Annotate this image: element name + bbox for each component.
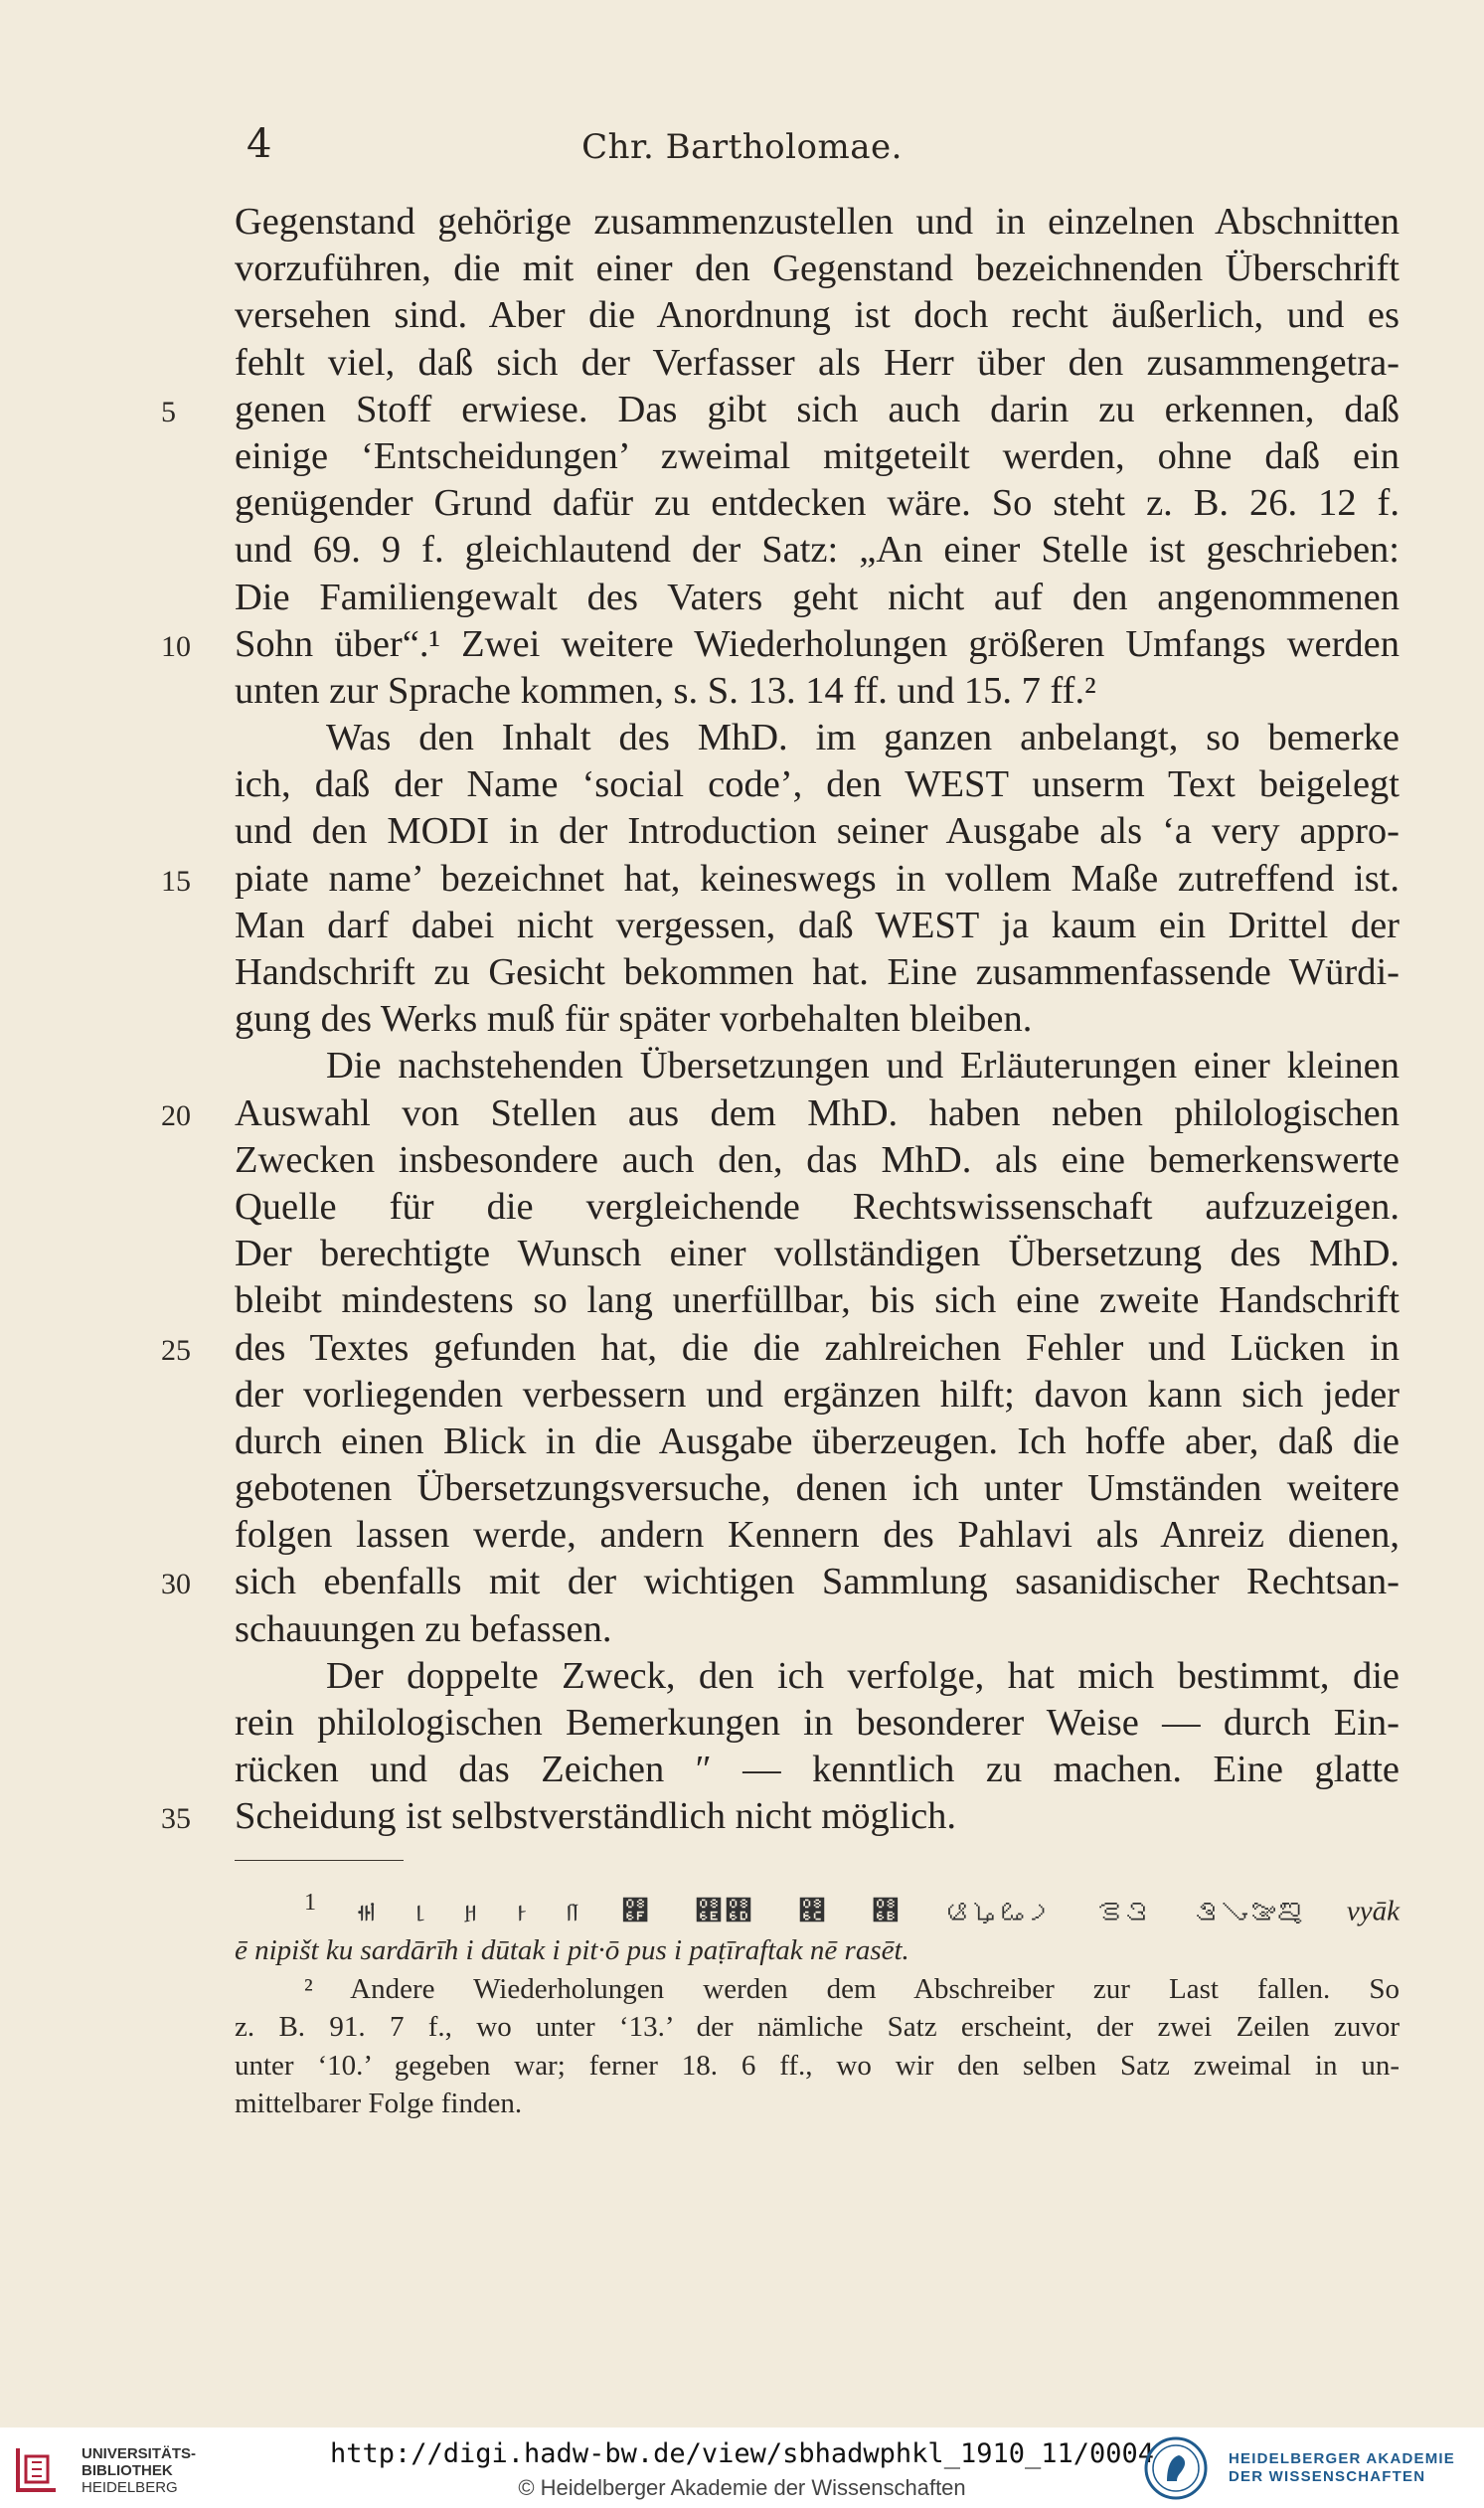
line-number: 25 xyxy=(161,1333,191,1367)
text-line xyxy=(235,949,1400,996)
text-line xyxy=(235,761,1400,808)
text-line xyxy=(161,1559,1400,1605)
line-text: Scheidung ist selbstverständlich nicht möglich. xyxy=(235,1795,957,1838)
text-line xyxy=(235,199,1400,246)
footnote-1-line-2: ē nipišt ku sardārīh i dūtak i pit·ō pus i paṭīraftak nē rasēt. xyxy=(235,1934,909,1967)
line-text: Die nachstehenden Übersetzungen und Erläuterungen einer kleinen xyxy=(326,1045,1400,1087)
text-line xyxy=(235,340,1400,387)
library-name-line: UNIVERSITÄTS- xyxy=(82,2445,197,2462)
text-line xyxy=(235,480,1400,527)
text-line xyxy=(235,1043,1400,1089)
academy-name xyxy=(1229,2450,1455,2486)
text-line xyxy=(235,808,1400,855)
text-line xyxy=(235,1653,1400,1700)
line-text: Zwecken insbesondere auch den, das MhD. als eine bemerkenswerte xyxy=(235,1138,1400,1181)
line-text: rein philologischen Bemerkungen in besonderer Weise — durch Ein- xyxy=(235,1702,1400,1744)
line-text: und 69. 9 f. gleichlautend der Satz: „An einer Stelle ist geschrieben: xyxy=(235,529,1400,572)
footnote-rule xyxy=(235,1860,404,1861)
academy-name-line: DER WISSENSCHAFTEN xyxy=(1229,2468,1426,2485)
line-text: Gegenstand gehörige zusammenzustellen und in einzelnen Abschnitten xyxy=(235,201,1400,243)
text-line xyxy=(235,1277,1400,1324)
text-line xyxy=(161,621,1400,668)
text-line xyxy=(235,1137,1400,1184)
text-line xyxy=(235,433,1400,480)
line-number: 20 xyxy=(161,1098,191,1132)
copyright-notice: © Heidelberger Akademie der Wissenschaften xyxy=(518,2475,966,2500)
line-text: genügender Grund dafür zu entdecken wäre. So steht z. B. 26. 12 f. xyxy=(235,482,1400,525)
footnote-2-line: mittelbarer Folge finden. xyxy=(235,2088,523,2120)
line-text: fehlt viel, daß sich der Verfasser als Herr über den zusammengetra- xyxy=(235,341,1400,384)
line-number: 5 xyxy=(161,395,176,428)
line-text: und den MODI in der Introduction seiner Ausgabe als ‘a very appro- xyxy=(235,810,1400,853)
footnote-1-line-1 xyxy=(235,1884,1400,1931)
line-text: des Textes gefunden hat, die die zahlreichen Fehler und Lücken in xyxy=(235,1326,1400,1369)
line-text: piate name’ bezeichnet hat, keineswegs in vollem Maße zutreffend ist. xyxy=(235,857,1400,900)
line-text: Die Familiengewalt des Vaters geht nicht auf den angenommenen xyxy=(235,576,1400,618)
text-line xyxy=(235,575,1400,621)
footnote-2-line: ² Andere Wiederholungen werden dem Abschreiber zur Last fallen. So xyxy=(304,1972,1400,2005)
text-line xyxy=(235,996,1400,1043)
pahlavi-script: ࡡࡢࡣࡤ ࡥࡦ ࡧࡨࡩࡪ ࡫ ࡬ ࡭࡮ ࡯ ࡰࡱ ࡲ ࡳࡴ ࡵ ࡶࡷࡸ xyxy=(358,1896,1305,1927)
line-text: Quelle für die vergleichende Rechtswissenschaft aufzuzeigen. xyxy=(235,1185,1400,1228)
text-line xyxy=(235,1747,1400,1793)
footnote-1-marker: 1 xyxy=(304,1889,317,1916)
text-line xyxy=(235,715,1400,761)
text-line xyxy=(161,1793,1400,1840)
text-line xyxy=(235,1184,1400,1231)
line-number: 15 xyxy=(161,864,191,898)
text-line xyxy=(235,1606,1400,1653)
line-text: versehen sind. Aber die Anordnung ist doch recht äußerlich, und es xyxy=(235,294,1400,337)
footnotes xyxy=(235,1884,1400,2123)
library-name-line: HEIDELBERG xyxy=(82,2479,178,2496)
text-line xyxy=(161,1090,1400,1137)
line-text: Der berechtigte Wunsch einer vollständigen Übersetzung des MhD. xyxy=(235,1233,1400,1275)
line-number: 35 xyxy=(161,1802,191,1836)
line-text: Man darf dabei nicht vergessen, daß WEST ja kaum ein Drittel der xyxy=(235,904,1400,946)
academy-seal-icon xyxy=(1143,2435,1209,2501)
text-line xyxy=(161,856,1400,903)
line-text: einige ‘Entscheidungen’ zweimal mitgeteilt werden, ohne daß ein xyxy=(235,434,1400,477)
source-url-link[interactable]: http://digi.hadw-bw.de/view/sbhadwphkl_1910_11/0004 xyxy=(329,2438,1155,2469)
line-text: Der doppelte Zweck, den ich verfolge, hat mich bestimmt, die xyxy=(326,1654,1400,1697)
line-text: gung des Werks muß für später vorbehalten bleiben. xyxy=(235,998,1033,1041)
footnote-1-translit-start: vyāk xyxy=(1346,1895,1401,1927)
line-text: Sohn über“.¹ Zwei weitere Wiederholungen größeren Umfangs werden xyxy=(235,622,1400,665)
line-text: sich ebenfalls mit der wichtigen Sammlung sasanidischer Rechtsan- xyxy=(235,1561,1400,1603)
line-text: durch einen Blick in die Ausgabe überzeugen. Ich hoffe aber, daß die xyxy=(235,1420,1400,1462)
academy-name-line: HEIDELBERGER AKADEMIE xyxy=(1229,2450,1455,2467)
line-number: 10 xyxy=(161,629,191,663)
line-text: schauungen zu befassen. xyxy=(235,1607,612,1650)
line-text: unten zur Sprache kommen, s. S. 13. 14 ff. und 15. 7 ff.² xyxy=(235,669,1096,712)
text-line xyxy=(235,1512,1400,1559)
line-text: Was den Inhalt des MhD. im ganzen anbelangt, so bemerke xyxy=(326,717,1400,759)
line-text: gebotenen Übersetzungsversuche, denen ich unter Umständen weitere xyxy=(235,1467,1400,1510)
text-line xyxy=(235,903,1400,949)
running-title: Chr. Bartholomae. xyxy=(581,127,903,167)
line-text: vorzuführen, die mit einer den Gegenstand bezeichnenden Überschrift xyxy=(235,248,1400,290)
line-text: ich, daß der Name ‘social code’, den WEST unserm Text beigelegt xyxy=(235,763,1400,806)
line-text: genen Stoff erwiese. Das gibt sich auch darin zu erkennen, daß xyxy=(235,388,1400,430)
text-line xyxy=(235,668,1400,715)
text-line xyxy=(235,1465,1400,1512)
library-name-line: BIBLIOTHEK xyxy=(82,2462,173,2479)
line-text: rücken und das Zeichen ″ — kenntlich zu machen. Eine glatte xyxy=(235,1749,1400,1791)
text-line xyxy=(235,246,1400,292)
line-text: Handschrift zu Gesicht bekommen hat. Eine zusammenfassende Würdi- xyxy=(235,951,1400,993)
line-text: Auswahl von Stellen aus dem MhD. haben neben philologischen xyxy=(235,1091,1400,1134)
footnote-2-line: z. B. 91. 7 f., wo unter ‘13.’ der nämliche Satz erscheint, der zwei Zeilen zuvor xyxy=(235,2011,1400,2044)
text-line xyxy=(161,387,1400,433)
footnote-2-line: unter ‘10.’ gegeben war; ferner 18. 6 ff., wo wir den selben Satz zweimal in un- xyxy=(235,2049,1400,2082)
text-line xyxy=(235,1419,1400,1465)
page-number: 4 xyxy=(247,121,272,167)
line-text: folgen lassen werde, andern Kennern des Pahlavi als Anreiz dienen, xyxy=(235,1514,1400,1557)
text-line xyxy=(161,1325,1400,1372)
text-line xyxy=(235,1231,1400,1277)
body-text xyxy=(161,199,1400,1841)
text-line xyxy=(235,527,1400,574)
text-line xyxy=(235,1372,1400,1419)
line-number: 30 xyxy=(161,1568,191,1601)
line-text: der vorliegenden verbessern und ergänzen hilft; davon kann sich jeder xyxy=(235,1373,1400,1416)
text-line xyxy=(235,292,1400,339)
line-text: bleibt mindestens so lang unerfüllbar, bis sich eine zweite Handschrift xyxy=(235,1279,1400,1322)
text-line xyxy=(235,1700,1400,1747)
